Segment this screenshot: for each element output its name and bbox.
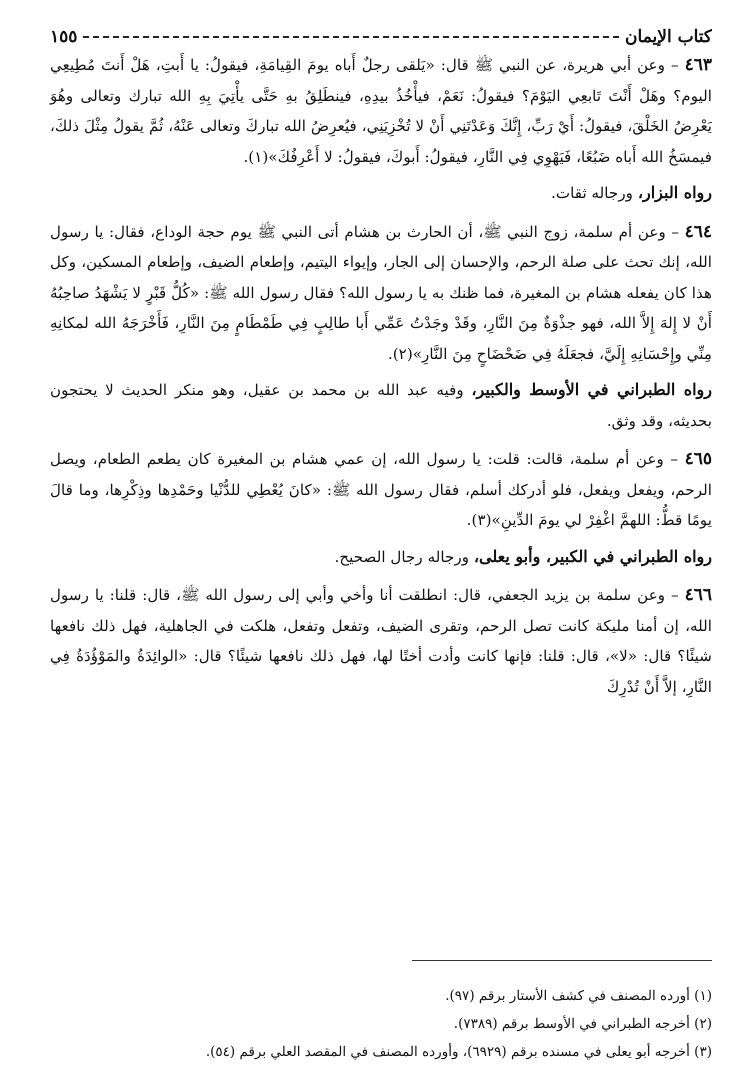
hadith-number: ٤٦٣ bbox=[684, 55, 712, 75]
hadith-source-463 bbox=[50, 178, 712, 209]
footnote-2: (٢) أخرجه الطبراني في الأوسط برقم (٧٣٨٩). bbox=[453, 1016, 712, 1032]
footnote-3: (٣) أخرجه أبو يعلى في مسنده برقم (٦٩٢٩)، وأورده المصنف في المقصد العلي برقم (٥٤). bbox=[205, 1044, 712, 1060]
hadith-text: – وعن أبي هريرة، عن النبي ﷺ قال: «يَلقى رجلٌ أَباه يومَ القِيامَةِ، فيقولُ: يا أَبتِ، هَلْ أَنتَ مُطِيعِي اليوم؟ وهَلْ أَنْتَ تَابعِي اليَوْمَ؟ فيقولُ: نَعَمْ، فيأْخُذُ بيدِهِ، فينطَلِقُ بهِ حَتَّى يأْتِيَ بِهِ الله تبارك وتعالى وهُوَ يَعْرِضُ الخَلْقَ، فيقولُ: أَيْ رَبِّ، إِنَّكَ وَعَدْتَنِي أَنْ لا تُخْزِيَنِي، فيُعرِضُ الله تباركَ وتعالى عَنْهُ، ثُمَّ يقولُ مِثْلَ ذلكَ، فيمسَخُ الله أَباه ضَبُعًا، فَيَهْوِي فِي النَّارِ، فيقولُ: أَبوكَ، فيقولُ: لا أَعْرِفُكَ»(١). bbox=[50, 56, 712, 166]
hadith-465 bbox=[50, 444, 712, 536]
footnote-divider bbox=[412, 960, 712, 961]
hadith-463 bbox=[50, 50, 712, 172]
hadith-number: ٤٦٤ bbox=[684, 221, 712, 242]
source-grading: ورجاله ثقات. bbox=[551, 184, 638, 202]
source-citation: رواه البزار، bbox=[637, 183, 712, 202]
running-header bbox=[50, 24, 712, 50]
hadith-source-464 bbox=[50, 375, 712, 436]
hadith-number: ٤٦٥ bbox=[684, 449, 712, 469]
hadith-text: – وعن أم سلمة، زوج النبي ﷺ، أن الحارث بن هشام أتى النبي ﷺ يوم حجة الوداع، فقال: يا رسول الله، إنك تحث على صلة الرحم، والإحسان إلى الجار، وإيواء اليتيم، وإطعام الضيف، وإطعام المسكين، وكل هذا كان يفعله هشام بن المغيرة، فما ظنك به يا رسول الله؟ فقال رسول الله ﷺ: «كُلُّ قَبْرٍ لا يَشْهَدُ صاحِبُهُ أَنْ لا إِلهَ إِلاَّ الله، فهو جذْوَةٌ مِنَ النَّارِ، وقَدْ وجَدْتُ عَمِّي أَبا طالِبٍ فِي طَمْطَامٍ مِنَ النَّارِ، فَأَخْرَجَهُ الله لمكانِهِ مِنِّي وإِحْسَانِهِ إِلَيَّ، فجعَلَهُ فِي ضَحْضَاحٍ مِنَ النَّارِ»(٢). bbox=[50, 222, 712, 363]
page-number: ١٥٥ bbox=[50, 27, 78, 47]
source-grading: ورجاله رجال الصحيح. bbox=[334, 547, 474, 566]
hadith-source-465 bbox=[50, 542, 712, 573]
footnote-1: (١) أورده المصنف في كشف الأستار برقم (٩٧). bbox=[445, 988, 712, 1004]
book-title: كتاب الإيمان bbox=[625, 27, 712, 47]
hadith-text: – وعن سلمة بن يزيد الجعفي، قال: انطلقت أنا وأخي وأبي إلى رسول الله ﷺ، قال: قلنا: يا رسول الله، إن أمنا مليكة كانت تصل الرحم، وتقرى الضيف، وتفعل وتفعل، هلكت في الجاهلية، فهل ذلك نافعها شيئًا؟ قال: «لا»، قال: قلنا: فإنها كانت وأدت أختًا لها، فهل ذلك نافعها شيئًا؟ قال: «الوائِدَةُ والمَوْؤُدَةُ فِي النَّارِ، إلاَّ أَنْ تُدْرِكَ bbox=[50, 586, 712, 696]
source-citation: رواه الطبراني في الكبير، وأبو يعلى، bbox=[473, 546, 712, 566]
hadith-464 bbox=[50, 217, 712, 370]
source-grading: وفيه عبد الله بن محمد بن عقيل، وهو منكر الحديث لا يحتجون بحديثه، وقد وثق. bbox=[50, 381, 712, 430]
header-rule bbox=[83, 36, 619, 38]
footnotes bbox=[50, 982, 712, 1066]
book-page bbox=[50, 24, 712, 1092]
hadith-number: ٤٦٦ bbox=[684, 585, 712, 605]
hadith-466 bbox=[50, 580, 712, 702]
hadith-text: – وعن أم سلمة، قالت: قلت: يا رسول الله، إن عمي هشام بن المغيرة كان يطعم الطعام، ويصل الرحم، ويفعل ويفعل، فلو أدركك أسلم، فقال رسول الله ﷺ: «كانَ يُعْطِي للدُّنْيا وحَمْدِها وذِكْرِها، وما قالَ يومًا قطُّ: اللهمَّ اغْفِرْ لي يومَ الدِّينِ»(٣). bbox=[50, 450, 712, 529]
source-citation: رواه الطبراني في الأوسط والكبير، bbox=[471, 380, 712, 399]
